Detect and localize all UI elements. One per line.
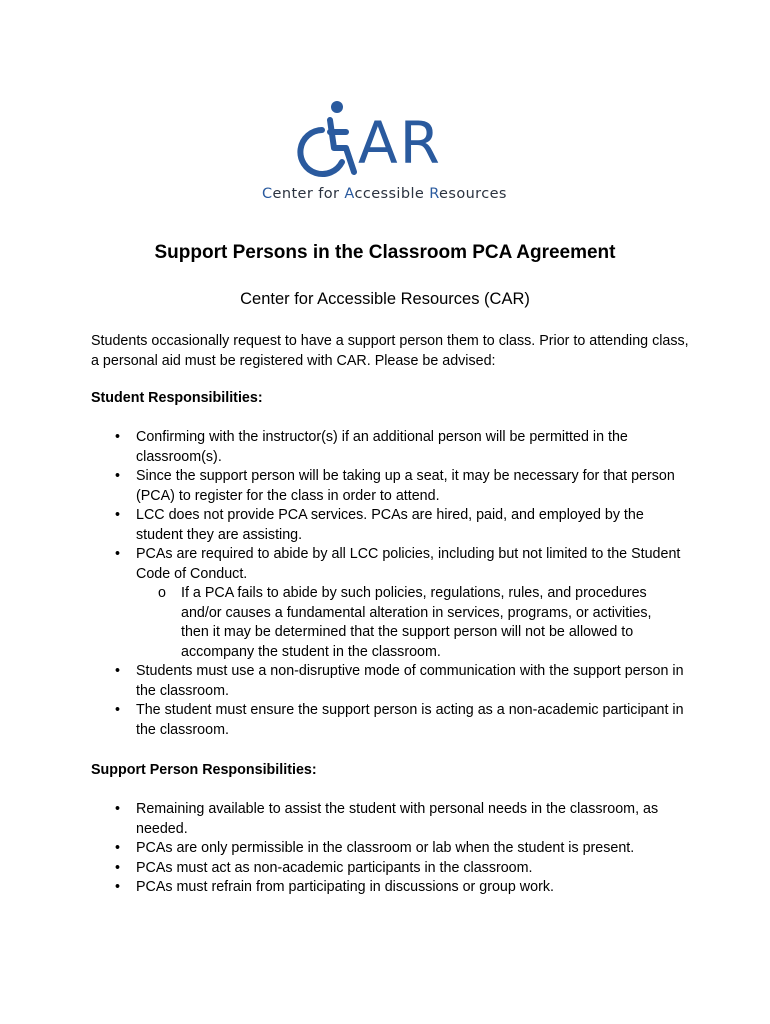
circle-bullet-icon: o [158,585,166,601]
logo-letters: AR [358,109,442,177]
list-item: • PCAs must refrain from participating in discussions or group work. [0,878,686,898]
intro-paragraph: Students occasionally request to have a support person them to class. Prior to attending class, a personal aid must be registered with CAR. Please be advised: [91,333,689,369]
bullet-icon: • [115,859,121,876]
wheelchair-icon [292,100,358,180]
document-title: Support Persons in the Classroom PCA Agreement [154,242,616,263]
list-item: • PCAs are required to abide by all LCC policies, including but not limited to the Student Code of Conduct. o If a PCA fails to abide by such policies, regulations, rules, and procedures and/or causes a fundamental alteration in services, programs, or activities, then it may be determined that the support person will not be allowed to accompany the student in the classroom. [0,545,686,662]
bullet-icon: • [115,663,121,679]
bullet-icon: • [115,840,121,856]
student-responsibilities-heading: Student Responsibilities: [91,390,263,406]
bullet-icon: • [115,801,121,817]
bullet-icon: • [115,879,121,895]
bullet-icon: • [115,546,121,562]
list-item: • PCAs must act as non-academic participants in the classroom. [0,859,686,879]
document-subtitle: Center for Accessible Resources (CAR) [240,290,530,308]
support-person-responsibilities-heading: Support Person Responsibilities: [91,762,317,778]
bullet-icon: • [115,429,121,445]
logo-tagline-word-1: Center for [262,186,345,202]
sub-list [136,584,686,662]
sub-list-item: o If a PCA fails to abide by such policies, regulations, rules, and procedures and/or causes a fundamental alteration in services, programs, or activities, then it may be determined that the support person will not be allowed to accompany the student in the classroom. [158,585,652,660]
student-responsibilities-list [0,428,686,740]
list-item: • PCAs are only permissible in the classroom or lab when the student is present. [0,839,686,859]
logo-tagline [262,186,507,202]
list-item: • Confirming with the instructor(s) if an additional person will be permitted in the classroom(s). [115,429,628,465]
list-item: • LCC does not provide PCA services. PCAs are hired, paid, and employed by the student they are assisting. [115,507,644,543]
car-logo [258,100,518,212]
bullet-icon: • [115,468,121,484]
bullet-icon: • [115,507,121,523]
logo-tagline-word-3: Resources [429,186,507,202]
list-item: • The student must ensure the support person is acting as a non-academic participant in the classroom. [115,702,684,738]
logo-tagline-word-2: Accessible [344,186,430,202]
bullet-icon: • [115,702,121,718]
list-item: • Since the support person will be taking up a seat, it may be necessary for that person (PCA) to register for the class in order to attend. [115,468,675,504]
list-item: • Remaining available to assist the student with personal needs in the classroom, as needed. [115,801,659,837]
support-person-responsibilities-list [0,800,686,898]
list-item: • Students must use a non-disruptive mode of communication with the support person in the classroom. [115,663,684,699]
